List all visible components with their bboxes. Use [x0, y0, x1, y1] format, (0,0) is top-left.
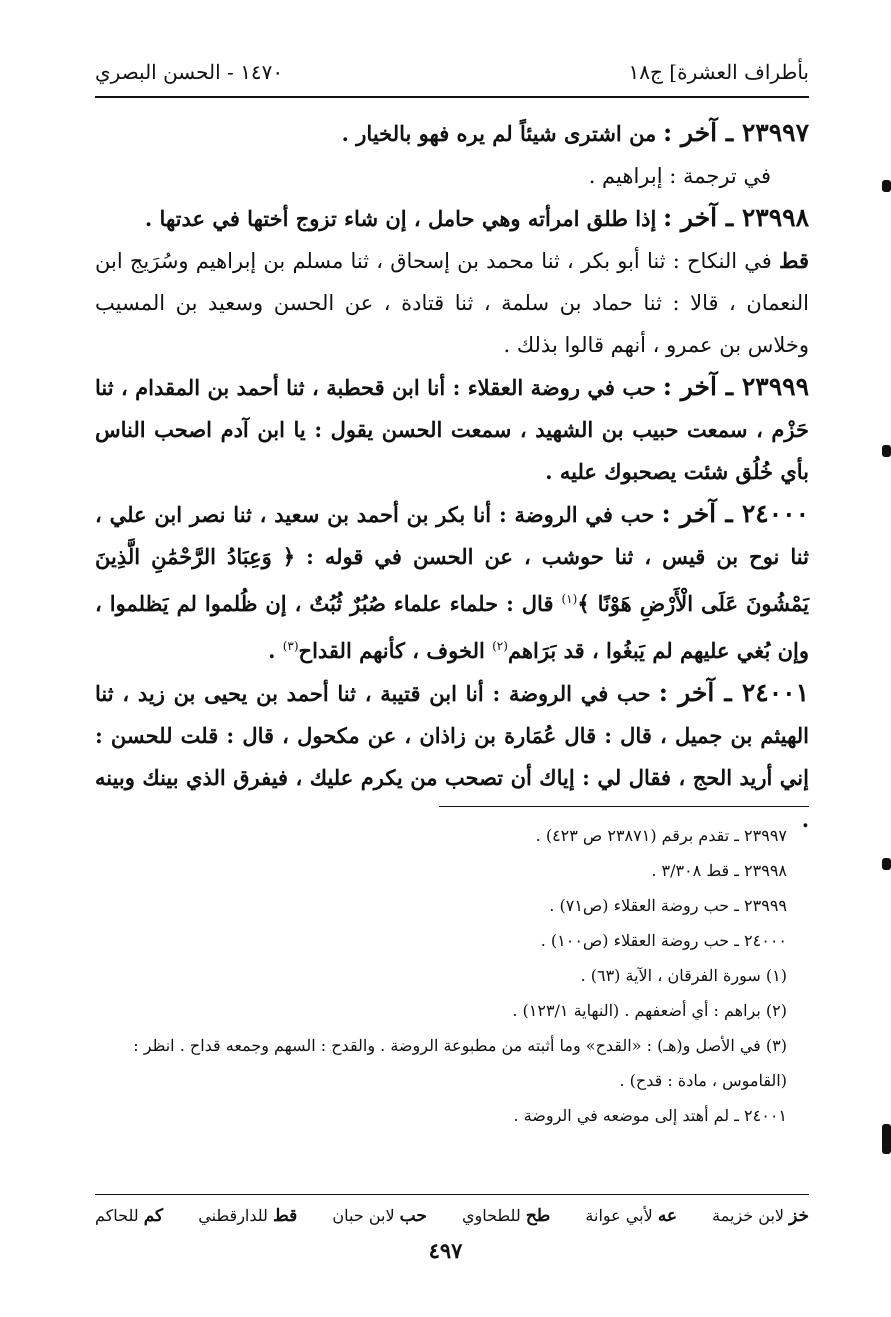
page-number: ٤٩٧	[428, 1238, 463, 1263]
entry-text: من اشترى شيئاً لم يره فهو بالخيار .	[341, 121, 657, 146]
entry-number: ٢٣٩٩٨ ـ آخر :	[663, 203, 809, 232]
entry-text: حب في روضة العقلاء : أنا ابن قحطبة ، ثنا أحمد بن المقدام ، ثنا حَزْم ، سمعت حبيب بن الشهيد ، سمعت الحسن يقول : يا ابن آدم اصحب الناس بأي خُلُق شئت يصحبوك عليه .	[95, 375, 809, 484]
abbr-item: طح للطحاوي	[461, 1206, 551, 1226]
running-header	[95, 54, 809, 90]
abbr-item: عه لأبي عوانة	[585, 1206, 678, 1226]
entry-isnad	[95, 240, 809, 366]
footnote-item: ٢٤٠٠٠ ـ حب روضة العقلاء (ص١٠٠) .	[540, 931, 787, 950]
abbr-item: كم للحاكم	[95, 1206, 164, 1226]
entry-23997	[95, 112, 809, 155]
entry-note: في ترجمة : إبراهيم .	[588, 164, 771, 188]
entry-23999	[95, 366, 809, 493]
edge-mark	[882, 445, 891, 457]
header-chapter: ١٤٧٠ - الحسن البصري	[95, 60, 284, 84]
entry-24001	[95, 672, 809, 841]
footnote-item: ٢٤٠٠١ ـ لم أهتد إلى موضعه في الروضة .	[513, 1106, 787, 1125]
main-text	[95, 112, 809, 841]
isnad-text: في النكاح : ثنا أبو بكر ، ثنا محمد بن إسحاق ، ثنا مسلم بن إبراهيم وسُرَيج ابن النعمان ، قالا : ثنا حماد بن سلمة ، ثنا قتادة ، عن الحسن وسعيد بن المسيب وخلاس بن عمرو ، أنهم قالوا بذلك .	[95, 249, 809, 357]
entry-number: ٢٤٠٠٠ ـ آخر :	[661, 499, 809, 528]
footnote-item: ٢٣٩٩٨ ـ قط ٣/٣٠٨ .	[651, 861, 787, 880]
footnote-item: (٣) في الأصل و(هـ) : «القدح» وما أثبته من مطبوعة الروضة . والقدح : السهم وجمعه قداح . انظر : (القاموس ، مادة : قدح) .	[133, 1036, 787, 1090]
footnote-ref-1: (١)	[561, 592, 578, 606]
entry-text-b: قال : حلماء علماء صُبُرٌ ثُبُتٌ ، إن ظُلموا لم يَظلموا ، وإن بُغي عليهم لم يَبغُوا ، قد بَرَاهم	[95, 591, 809, 663]
entry-number: ٢٣٩٩٧ ـ آخر :	[663, 118, 809, 147]
edge-mark	[882, 180, 891, 192]
footnote-item: (٢) براهم : أي أضعفهم . (النهاية ١٢٣/١) .	[512, 1001, 787, 1020]
footnote-rule	[439, 806, 809, 807]
footer-rule	[95, 1194, 809, 1195]
footnote-item: (١) سورة الفرقان ، الآية (٦٣) .	[580, 966, 787, 985]
entry-text-c: الخوف ، كأنهم القداح	[298, 638, 493, 663]
abbr-item: حب لابن حبان	[332, 1206, 427, 1226]
footnote-item: ٢٣٩٩٧ ـ تقدم برقم (٢٣٨٧١ ص ٤٢٣) .	[535, 826, 787, 845]
entry-text-a: حب في الروضة : أنا بكر بن أحمد بن سعيد ، ثنا نصر ابن علي ، ثنا نوح بن قيس ، ثنا حوشب ، عن الحسن في قوله : ﴿ وَعِبَادُ الرَّحْمَٰنِ الَّذِينَ يَمْشُونَ عَلَى الْأَرْضِ هَوْنًا ﴾	[95, 502, 809, 616]
edge-mark	[882, 858, 891, 870]
header-book-title: بأطراف العشرة] ج١٨	[628, 60, 809, 84]
entry-text: حب في الروضة : أنا ابن قتيبة ، ثنا أحمد بن يحيى بن زيد ، ثنا الهيثم بن جميل ، قال : قال عُمَارة بن زاذان ، عن مكحول ، قال : قلت للحسن : إني أريد الحج ، فقال لي : إياك أن تصحب من يكرم عليك ، فيفرق الذي بينك وبينه .	[95, 681, 809, 832]
abbr-item: خز لابن خزيمة	[712, 1206, 809, 1226]
edge-mark	[882, 1124, 891, 1154]
entry-23998	[95, 197, 809, 240]
abbreviation-key	[95, 1206, 809, 1226]
entry-text-d: .	[268, 638, 283, 663]
footnote-item: ٢٣٩٩٩ ـ حب روضة العقلاء (ص٧١) .	[549, 896, 787, 915]
source-code: قط	[779, 248, 809, 273]
entry-number: ٢٣٩٩٩ ـ آخر :	[662, 372, 809, 401]
entry-text: إذا طلق امرأته وهي حامل ، إن شاء تزوج أختها في عدتها .	[144, 206, 657, 231]
footnotes	[95, 818, 809, 1133]
header-rule	[95, 96, 809, 98]
entry-number: ٢٤٠٠١ ـ آخر :	[658, 678, 810, 707]
entry-24000	[95, 493, 809, 672]
footnote-ref-3: (٣)	[282, 639, 299, 653]
footnote-ref-2: (٢)	[492, 639, 508, 653]
abbr-item: قط للدارقطني	[198, 1206, 298, 1226]
